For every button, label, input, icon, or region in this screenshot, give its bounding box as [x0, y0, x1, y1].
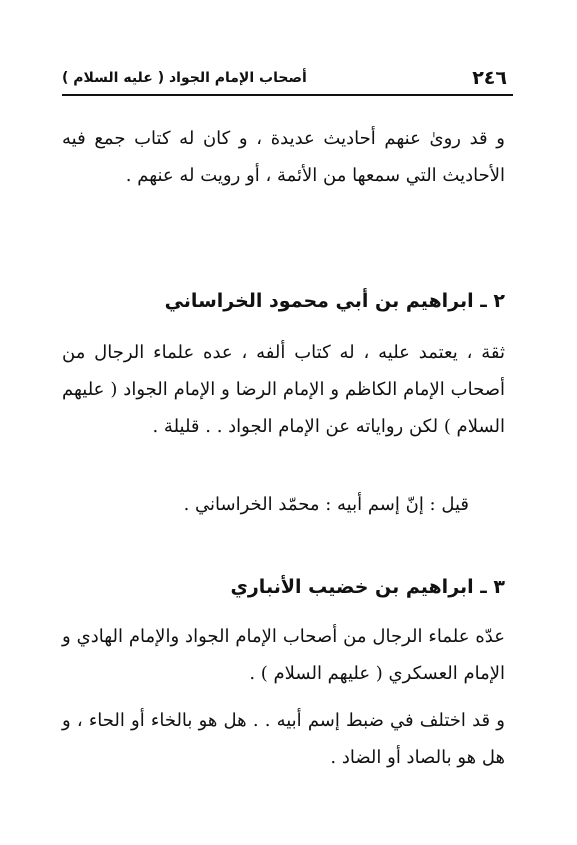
entry-heading-3: ٣ ـ ابراهيم بن خضيب الأنباري	[230, 576, 505, 598]
running-title: أصحاب الإمام الجواد ( عليه السلام )	[62, 70, 307, 86]
entry-2-body	[62, 334, 505, 445]
running-header	[62, 62, 507, 90]
entry-2-note: قيل : إنّ إسم أبيه : محمّد الخراساني .	[183, 494, 469, 515]
page-number: ٢٤٦	[472, 67, 507, 89]
intro-text: و قد روىٰ عنهم أحاديث عديدة ، و كان له كتاب جمع فيه الأحاديث التي سمعها من الأئمة ، أو رويت له عنهم .	[62, 128, 505, 186]
intro-paragraph	[62, 120, 505, 194]
entry-3-body-1	[62, 618, 505, 692]
entry-3-body-2	[62, 702, 505, 776]
entry-heading-2: ٢ ـ ابراهيم بن أبي محمود الخراساني	[164, 290, 505, 312]
entry-3-paragraph-2: و قد اختلف في ضبط إسم أبيه . . هل هو بالخاء أو الحاء ، و هل هو بالصاد أو الضاد .	[62, 710, 505, 768]
entry-3-paragraph-1: عدّه علماء الرجال من أصحاب الإمام الجواد والإمام الهادي و الإمام العسكري ( عليهم السلام ) .	[62, 626, 505, 684]
header-rule	[62, 94, 513, 96]
entry-2-paragraph: ثقة ، يعتمد عليه ، له كتاب ألفه ، عده علماء الرجال من أصحاب الإمام الكاظم و الإمام الرضا و الإمام الجواد ( عليهم السلام ) لكن رواياته عن الإمام الجواد . . قليلة .	[62, 342, 505, 437]
